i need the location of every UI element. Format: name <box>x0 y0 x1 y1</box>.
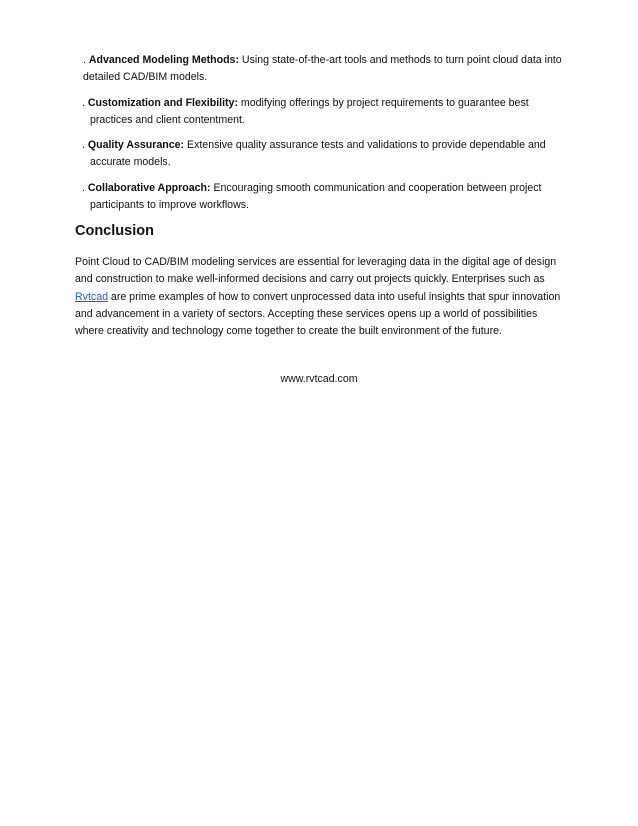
paragraph-line <box>75 289 575 306</box>
paragraph-line: and advancement in a variety of sectors. Accepting these services opens up a world of possibilities <box>75 307 538 320</box>
bullet-collaborative-approach <box>82 180 572 214</box>
paragraph-line-rest: are prime examples of how to convert unprocessed data into useful insights that spur innovation <box>107 290 561 303</box>
footer-url: www.rvtcad.com <box>280 373 358 385</box>
bullet-advanced-modeling <box>83 52 573 86</box>
bullet-text: modifying offerings by project requirements to guarantee best <box>237 97 529 109</box>
bullet-customization <box>82 95 572 129</box>
paragraph-line: where creativity and technology come together to create the built environment of the future. <box>75 325 502 338</box>
bullet-text: Using state-of-the-art tools and methods to turn point cloud data into <box>238 54 562 66</box>
bullet-text: Encouraging smooth communication and cooperation between project <box>210 182 542 194</box>
bullet-marker: . <box>83 54 89 66</box>
bullet-title: Quality Assurance: <box>87 139 185 151</box>
bullet-text-continued: participants to improve workflows. <box>90 199 249 211</box>
bullet-text-continued: practices and client contentment. <box>90 114 245 126</box>
paragraph-line: and construction to make well-informed decisions and carry out projects quickly. Enterprises such as <box>75 273 545 286</box>
bullet-title: Customization and Flexibility: <box>87 97 238 109</box>
bullet-marker: . <box>82 182 88 194</box>
bullet-title: Collaborative Approach: <box>87 182 211 194</box>
conclusion-paragraph <box>75 254 575 340</box>
conclusion-heading: Conclusion <box>75 223 154 239</box>
bullet-marker: . <box>82 139 88 151</box>
bullet-text-continued: detailed CAD/BIM models. <box>83 71 208 83</box>
bullet-title: Advanced Modeling Methods: <box>88 54 239 66</box>
bullet-marker: . <box>82 97 88 109</box>
bullet-text-continued: accurate models. <box>90 156 171 168</box>
bullet-quality-assurance <box>82 137 572 171</box>
bullet-text: Extensive quality assurance tests and validations to provide dependable and <box>184 139 546 151</box>
paragraph-line: Point Cloud to CAD/BIM modeling services are essential for leveraging data in the digital age of design <box>75 256 557 268</box>
rvtcad-link[interactable]: Rvtcad <box>75 290 108 303</box>
